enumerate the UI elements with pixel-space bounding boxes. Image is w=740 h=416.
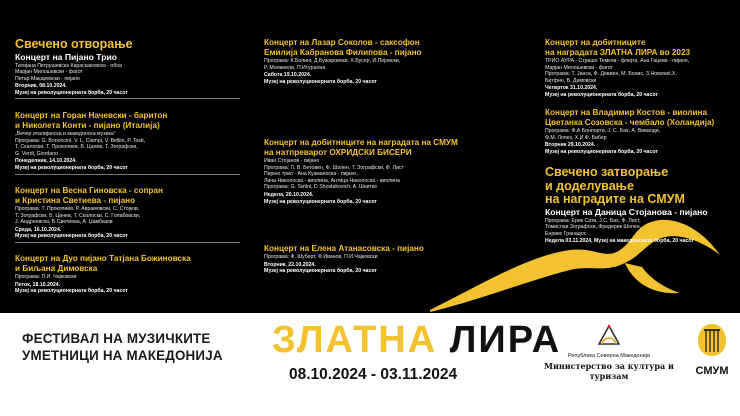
divider — [15, 98, 240, 99]
event-date: Вторник 29.10.2024. — [545, 142, 596, 149]
program-line: Програма: П.И. Чајковски — [15, 274, 77, 280]
coat-of-arms-icon — [596, 322, 622, 346]
smum-logo — [690, 322, 734, 377]
program-line: Програма: Ф. Шуберт, Ф.Иванов, П.И.Чајковски — [264, 254, 378, 260]
smum-label: СМУМ — [695, 365, 729, 377]
program-line: Програма: К.Болинг, Д.Бужаровски, Х.Бусер, И.Пејовски, — [264, 58, 401, 64]
event-title: Концерт на Дуо пијано Татјана Божиновска — [15, 254, 191, 263]
event-date: Вторник, 08.10.2024. — [15, 83, 67, 90]
brand-part-2: ЛИРА — [449, 319, 562, 361]
event-venue: Музеј на револуционерната борба, 20 часот — [545, 148, 658, 155]
program-line: Иван Стојанов - пијано — [264, 158, 320, 164]
col3-event-1 — [545, 38, 690, 99]
event-venue: Музеј на револуционерната борба, 20 часот — [15, 288, 128, 295]
event-title: Концерт на Владимир Костов - виолина — [545, 108, 707, 117]
program-line: Програма: Ф.А Бонпорти, Ј. С. Бах, А. Вивалди, — [545, 128, 661, 134]
event-title: на натпреварот ОХРИДСКИ БИСЕРИ — [264, 148, 412, 157]
event-venue: Музеј на револуционерната борба, 20 часот — [15, 233, 128, 240]
program-line: Програма: Т. Прокопиев, Р. Аврамовски, С. Стојков, — [15, 206, 140, 212]
program-line: Пијано трио - Ана Кузманоска - пијано, — [264, 171, 358, 178]
event-title: Емилија Кабранова Филипова - пијано — [264, 48, 422, 57]
ministry-logo — [534, 322, 684, 381]
event-date: Недела, 20.10.2024. — [264, 191, 314, 198]
event-venue: Музеј на револуционерната борба, 20 часот — [15, 164, 128, 171]
performer-line: Марјан Милошевски - фагот — [15, 69, 83, 76]
performer-line: Татијана Петрушевска Караскаковска - обоа — [15, 62, 123, 69]
event-venue: Музеј на револуционерната борба, 20 часот — [15, 89, 128, 96]
program-line: Ј. Андреевска, Б.Светиева, А. Џамбазов — [15, 219, 113, 226]
col2-event-3 — [264, 244, 424, 275]
republic-label: Република Северна Македонија — [568, 353, 650, 359]
event-date: Четврток 31.10.2024. — [545, 85, 598, 92]
col1-event-2 — [15, 111, 240, 175]
event-venue: Музеј на револуционерната борба, 20 часот — [264, 198, 377, 205]
program-line: ТРИО АУРА - Страшо Темков - флејта, Ана Гацева - пијано, — [545, 58, 690, 64]
col2-event-1 — [264, 38, 422, 85]
event-title: Концерт на Елена Атанасовска - пијано — [264, 244, 424, 253]
closing-title: на наградите на СМУМ — [545, 192, 685, 206]
brand-logo — [272, 318, 561, 362]
event-venue: Музеј на револуционерната борба, 20 часот — [264, 78, 377, 85]
brand-part-1: ЗЛАТНА — [272, 319, 438, 361]
event-title: и Биљана Димовска — [15, 264, 98, 273]
event-title: и Кристина Светиева - пијано — [15, 196, 136, 205]
ministry-label: Министерство за култура и туризам — [544, 361, 674, 381]
program-line: Енрике Гранадос — [545, 230, 587, 237]
program-line: Програма: Л. В. Бетовен, Ф. Шопен, Т. Зографски, Ф. Лист — [264, 164, 404, 171]
col3-event-3 — [545, 166, 708, 245]
event-title: Концерт на Весна Гиновска - сопран — [15, 186, 163, 195]
smum-emblem-icon — [695, 322, 729, 358]
festival-dates: 08.10.2024 - 03.11.2024 — [289, 366, 458, 383]
event-title: Цветанка Созовска - чембало (Холандија) — [545, 118, 715, 127]
event-subtitle: Концерт на Даница Стојанова - пијано — [545, 206, 708, 217]
event-date: Петок, 18.10.2024. — [15, 281, 61, 288]
event-venue: Музеј на револуционерната борба, 20 часот — [264, 268, 377, 275]
program-line: Томислав Зографски, Фредерик Шопен, — [545, 224, 642, 231]
opening-title: Свечено отворање — [15, 37, 133, 51]
program-line: Програма: G. Bononcini, V. L. Ciampi, V. Bellini, P. Tosti, — [15, 137, 146, 144]
col3-event-2 — [545, 108, 714, 155]
col1-event-3 — [15, 186, 240, 243]
program-line: Програма: Ерик Сати, Ј.С. Бах, Ф. Лист, — [545, 217, 641, 224]
event-date: Понеделник, 14.10.2024. — [15, 158, 77, 165]
col1-event-4 — [15, 254, 191, 295]
event-subtitle: Концерт на Пијано Трио — [15, 51, 117, 62]
program-line: Марјан Милошевски - фагот — [545, 64, 613, 71]
event-title: Концерт на Лазар Соколов - саксофон — [264, 38, 420, 47]
program-line: Програма: G. Tartini, D Shostakovich, A. Шнитке — [264, 184, 378, 191]
program-line: G. Verdi, Giordano — [15, 150, 58, 157]
event-date: Среда, 16.10.2024. — [15, 226, 62, 233]
event-date: Недела 03.11.2024, Музеј на македонската борба, 20 часот — [545, 238, 694, 245]
event-date: Вторник, 22.10.2024. — [264, 261, 316, 268]
col2-event-2 — [264, 138, 458, 205]
program-line: Т. Скалоски, Т. Прокопиев, Б. Цанев, Т. Зографски, — [15, 144, 138, 151]
event-venue: Музеј на револуционерната борба, 20 часот — [545, 91, 658, 98]
program-line: „Вечер италијанска и македонска музика“ — [15, 131, 116, 137]
event-title: Концерт на добитниците на наградата на СМУМ — [264, 138, 458, 147]
closing-title: и доделување — [545, 178, 634, 193]
divider — [15, 242, 240, 243]
event-date: Сабота 19.10.2024. — [264, 72, 312, 79]
festival-title-line: ФЕСТИВАЛ НА МУЗИЧКИТЕ — [22, 331, 211, 346]
festival-title-line: УМЕТНИЦИ НА МАКЕДОНИЈА — [22, 348, 223, 363]
closing-title: Свечено затворање — [545, 165, 669, 179]
event-title: Концерт на Горан Начевски - баритон — [15, 111, 168, 120]
event-title: Концерт на добитниците — [545, 38, 646, 47]
col1-event-1 — [15, 38, 240, 99]
divider — [15, 174, 240, 175]
program-line: Р. Молинели, П.Итурална — [264, 64, 326, 71]
festival-title — [22, 330, 282, 364]
program-line: Лина Николоска - виолина, Антица Николоска - виолина — [264, 177, 400, 184]
program-line: Т. Зографски, Б. Цанев, Т. Скалоски, С. Голабовски, — [15, 212, 141, 219]
event-title: на наградата ЗЛАТНА ЛИРА во 2023 — [545, 48, 691, 57]
program-line: Битфин, В. Димовски — [545, 77, 597, 84]
performer-line: Петар Макаревски - пијано — [15, 75, 80, 82]
program-line: Ф.М. Лопез, Х.И.Ф. Бибер — [545, 134, 607, 141]
event-title: и Николета Конти - пијано (Италија) — [15, 121, 160, 130]
program-line: Програма: Т. Јанса, Ф. Девиен, М. Бонис, З.Новачиќ,Х. — [545, 71, 677, 78]
